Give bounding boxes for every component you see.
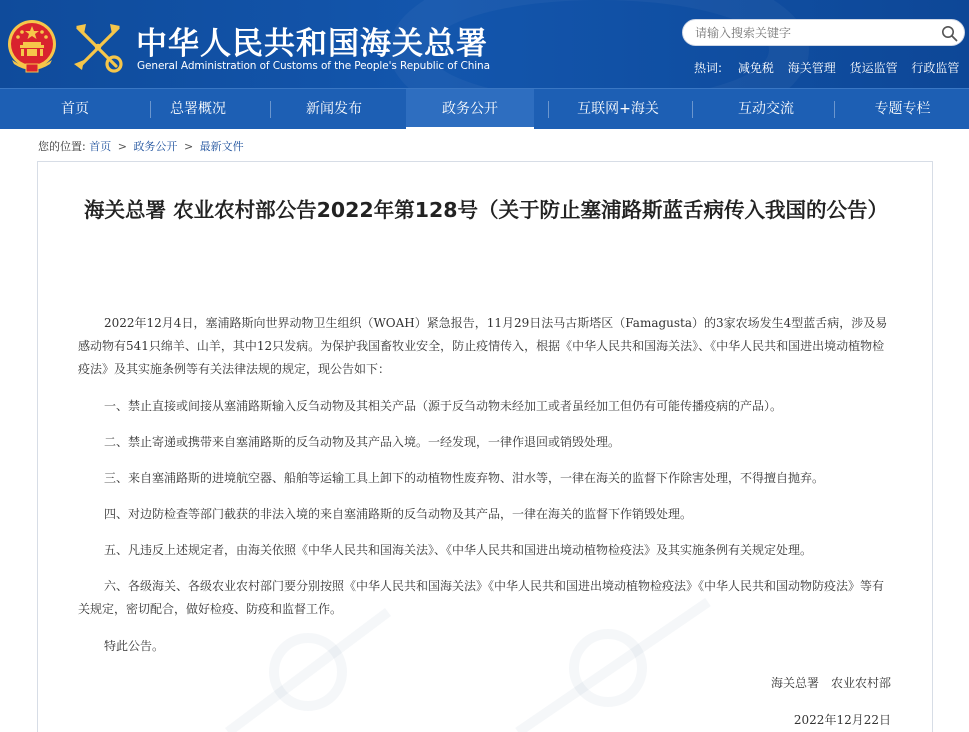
nav-item-internet-customs[interactable]: 互联网+海关 bbox=[577, 101, 659, 117]
article-closing: 特此公告。 bbox=[104, 639, 165, 653]
article-date: 2022年12月22日 bbox=[793, 713, 891, 727]
main-nav bbox=[0, 88, 969, 129]
search-box bbox=[682, 19, 965, 46]
article-item-3: 三、来自塞浦路斯的进境航空器、船舶等运输工具上卸下的动植物性废弃物、泔水等，一律在海关的监督下作除害处理，不得擅自抛弃。 bbox=[104, 471, 825, 485]
breadcrumb bbox=[38, 138, 244, 154]
nav-divider bbox=[834, 101, 835, 118]
article-item-4: 四、对边防检查等部门截获的非法入境的来自塞浦路斯的反刍动物及其产品，一律在海关的监督下作销毁处理。 bbox=[104, 507, 693, 521]
breadcrumb-link[interactable]: 最新文件 bbox=[199, 140, 244, 153]
hotwords-label: 热词: bbox=[694, 61, 723, 75]
hotword-link[interactable]: 货运监管 bbox=[849, 61, 898, 75]
article-item-1: 一、禁止直接或间接从塞浦路斯输入反刍动物及其相关产品（源于反刍动物未经加工或者虽经加工但仍有可能传播疫病的产品）。 bbox=[104, 399, 783, 413]
hotwords-bar bbox=[694, 59, 969, 76]
breadcrumb-link[interactable]: 首页 bbox=[89, 140, 112, 153]
nav-item-interaction[interactable]: 互动交流 bbox=[738, 101, 794, 117]
nav-item-home[interactable]: 首页 bbox=[61, 101, 89, 117]
nav-item-overview[interactable]: 总署概况 bbox=[170, 101, 226, 117]
breadcrumb-prefix: 您的位置: bbox=[38, 140, 86, 153]
article-item-2: 二、禁止寄递或携带来自塞浦路斯的反刍动物及其产品入境。一经发现，一律作退回或销毁处理。 bbox=[104, 435, 621, 449]
search-input[interactable] bbox=[695, 23, 935, 43]
search-icon[interactable] bbox=[941, 25, 958, 42]
hotword-link[interactable]: 海关管理 bbox=[787, 61, 836, 75]
article-card bbox=[37, 161, 933, 732]
site-title-cn[interactable]: 中华人民共和国海关总署 bbox=[136, 26, 488, 62]
nav-item-gov-affairs[interactable]: 政务公开 bbox=[406, 89, 534, 129]
customs-logo-icon[interactable] bbox=[70, 20, 126, 74]
nav-divider bbox=[692, 101, 693, 118]
breadcrumb-separator: > bbox=[183, 140, 194, 153]
hotword-link[interactable]: 行政监管 bbox=[911, 61, 960, 75]
nav-item-special-topics[interactable]: 专题专栏 bbox=[874, 101, 931, 117]
national-emblem-icon[interactable] bbox=[6, 18, 58, 74]
article-item-5: 五、凡违反上述规定者，由海关依照《中华人民共和国海关法》、《中华人民共和国进出境动植物检疫法》及其实施条例有关规定处理。 bbox=[104, 543, 813, 557]
hotword-link[interactable]: 减免税 bbox=[737, 61, 774, 75]
nav-item-news[interactable]: 新闻发布 bbox=[306, 101, 362, 117]
breadcrumb-link[interactable]: 政务公开 bbox=[133, 140, 178, 153]
breadcrumb-separator: > bbox=[117, 140, 127, 153]
article-signatories: 海关总署 农业农村部 bbox=[770, 676, 891, 690]
site-header bbox=[0, 0, 969, 88]
site-title-en: General Administration of Customs of the People's Republic of China bbox=[137, 60, 490, 72]
article-item-6: 六、各级海关、各级农业农村部门要分别按照《中华人民共和国海关法》《中华人民共和国进出境动植物检疫法》《中华人民共和国动物防疫法》等有关规定，密切配合，做好检疫、防疫和监督工作。 bbox=[78, 579, 885, 616]
article-intro: 2022年12月4日，塞浦路斯向世界动物卫生组织（WOAH）紧急报告，11月29日法马古斯塔区（Famagusta）的3家农场发生4型蓝舌病，涉及易感动物有541只绵羊、山羊，其中12只发病。为保护我国畜牧业安全，防止疫情传入，根据《中华人民共和国海关法》、《中华人民共和国进出境动植物检疫法》及其实施条例等有关法律法规的规定，现公告如下： bbox=[78, 316, 888, 376]
article-title: 海关总署 农业农村部公告2022年第128号（关于防止塞浦路斯蓝舌病传入我国的公告） bbox=[84, 198, 888, 222]
